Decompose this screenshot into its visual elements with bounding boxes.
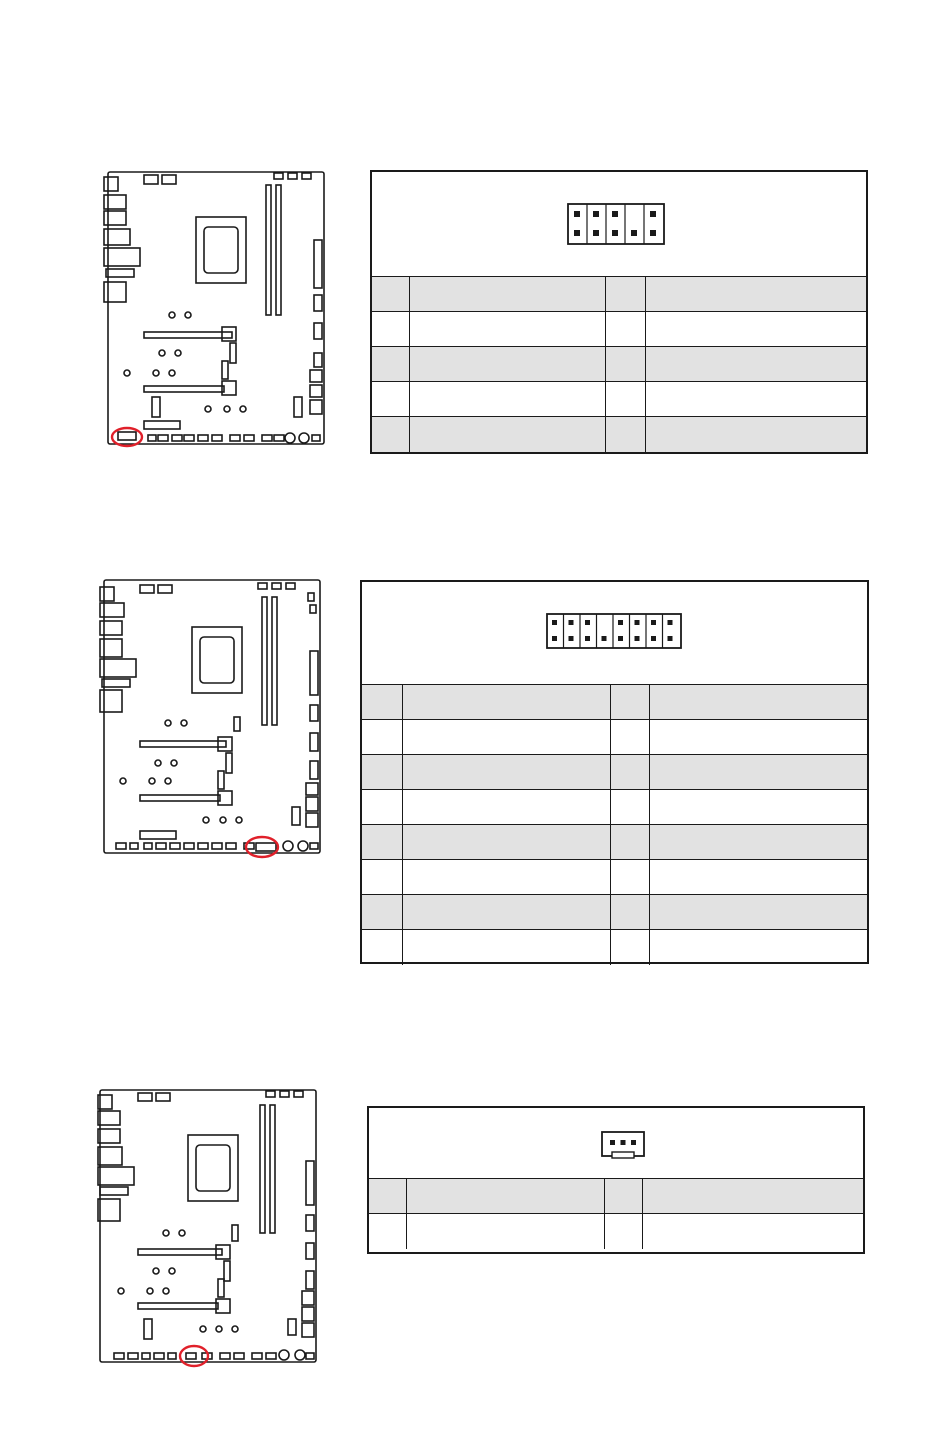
pin-number-cell bbox=[611, 685, 650, 720]
pin-number-cell bbox=[362, 755, 403, 790]
signal-name-cell bbox=[410, 277, 606, 312]
connector-panel bbox=[369, 1108, 863, 1179]
9-pin-header-icon bbox=[566, 202, 666, 246]
signal-name-cell bbox=[403, 895, 611, 930]
pin-number-cell bbox=[606, 277, 646, 312]
pin-number-cell bbox=[362, 860, 403, 895]
signal-name-cell bbox=[650, 790, 867, 825]
pinout-table bbox=[360, 580, 869, 964]
connector-panel bbox=[372, 172, 866, 277]
motherboard-icon bbox=[98, 1090, 316, 1362]
pin-number-cell bbox=[606, 347, 646, 382]
highlight-ring bbox=[246, 837, 278, 857]
motherboard-icon bbox=[104, 172, 324, 444]
signal-name-cell bbox=[650, 720, 867, 755]
signal-name-cell bbox=[646, 277, 866, 312]
signal-name-cell bbox=[650, 825, 867, 860]
pin-number-cell bbox=[611, 930, 650, 965]
pin-number-cell bbox=[611, 790, 650, 825]
signal-name-cell bbox=[646, 347, 866, 382]
pin-number-cell bbox=[372, 382, 410, 417]
signal-name-cell bbox=[410, 382, 606, 417]
16-pin-header-icon bbox=[545, 612, 683, 650]
pin-number-cell bbox=[362, 720, 403, 755]
signal-name-cell bbox=[643, 1179, 863, 1214]
signal-name-cell bbox=[650, 930, 867, 965]
signal-name-cell bbox=[403, 720, 611, 755]
pin-number-cell bbox=[362, 685, 403, 720]
pin-number-cell bbox=[606, 417, 646, 452]
signal-name-cell bbox=[410, 417, 606, 452]
motherboard-diagram bbox=[100, 165, 332, 453]
pin-grid bbox=[369, 1179, 863, 1249]
pin-number-cell bbox=[362, 790, 403, 825]
signal-name-cell bbox=[403, 930, 611, 965]
pin-number-cell bbox=[605, 1214, 643, 1249]
pinout-table bbox=[370, 170, 868, 454]
signal-name-cell bbox=[650, 895, 867, 930]
signal-name-cell bbox=[407, 1214, 605, 1249]
pin-number-cell bbox=[606, 312, 646, 347]
signal-name-cell bbox=[650, 860, 867, 895]
pin-number-cell bbox=[605, 1179, 643, 1214]
signal-name-cell bbox=[403, 860, 611, 895]
pin-number-cell bbox=[611, 825, 650, 860]
signal-name-cell bbox=[410, 347, 606, 382]
pin-number-cell bbox=[362, 930, 403, 965]
pin-number-cell bbox=[372, 312, 410, 347]
pin-number-cell bbox=[611, 720, 650, 755]
pin-number-cell bbox=[362, 825, 403, 860]
signal-name-cell bbox=[643, 1214, 863, 1249]
signal-name-cell bbox=[646, 312, 866, 347]
signal-name-cell bbox=[407, 1179, 605, 1214]
pin-number-cell bbox=[606, 382, 646, 417]
pin-number-cell bbox=[611, 755, 650, 790]
pin-grid bbox=[372, 277, 866, 452]
motherboard-icon bbox=[100, 580, 320, 853]
motherboard-diagram bbox=[92, 1083, 324, 1371]
pin-number-cell bbox=[611, 895, 650, 930]
signal-name-cell bbox=[403, 790, 611, 825]
signal-name-cell bbox=[403, 685, 611, 720]
pin-number-cell bbox=[369, 1214, 407, 1249]
pin-number-cell bbox=[372, 417, 410, 452]
pin-number-cell bbox=[362, 895, 403, 930]
pinout-table bbox=[367, 1106, 865, 1254]
pin-number-cell bbox=[611, 860, 650, 895]
signal-name-cell bbox=[646, 382, 866, 417]
signal-name-cell bbox=[650, 755, 867, 790]
pin-number-cell bbox=[372, 347, 410, 382]
pin-number-cell bbox=[369, 1179, 407, 1214]
signal-name-cell bbox=[650, 685, 867, 720]
connector-panel bbox=[362, 582, 867, 685]
motherboard-diagram bbox=[96, 575, 328, 861]
3-pin-header-icon bbox=[600, 1130, 646, 1160]
signal-name-cell bbox=[646, 417, 866, 452]
pin-number-cell bbox=[372, 277, 410, 312]
highlight-ring bbox=[180, 1346, 208, 1366]
signal-name-cell bbox=[403, 755, 611, 790]
signal-name-cell bbox=[403, 825, 611, 860]
signal-name-cell bbox=[410, 312, 606, 347]
pin-grid bbox=[362, 685, 867, 965]
